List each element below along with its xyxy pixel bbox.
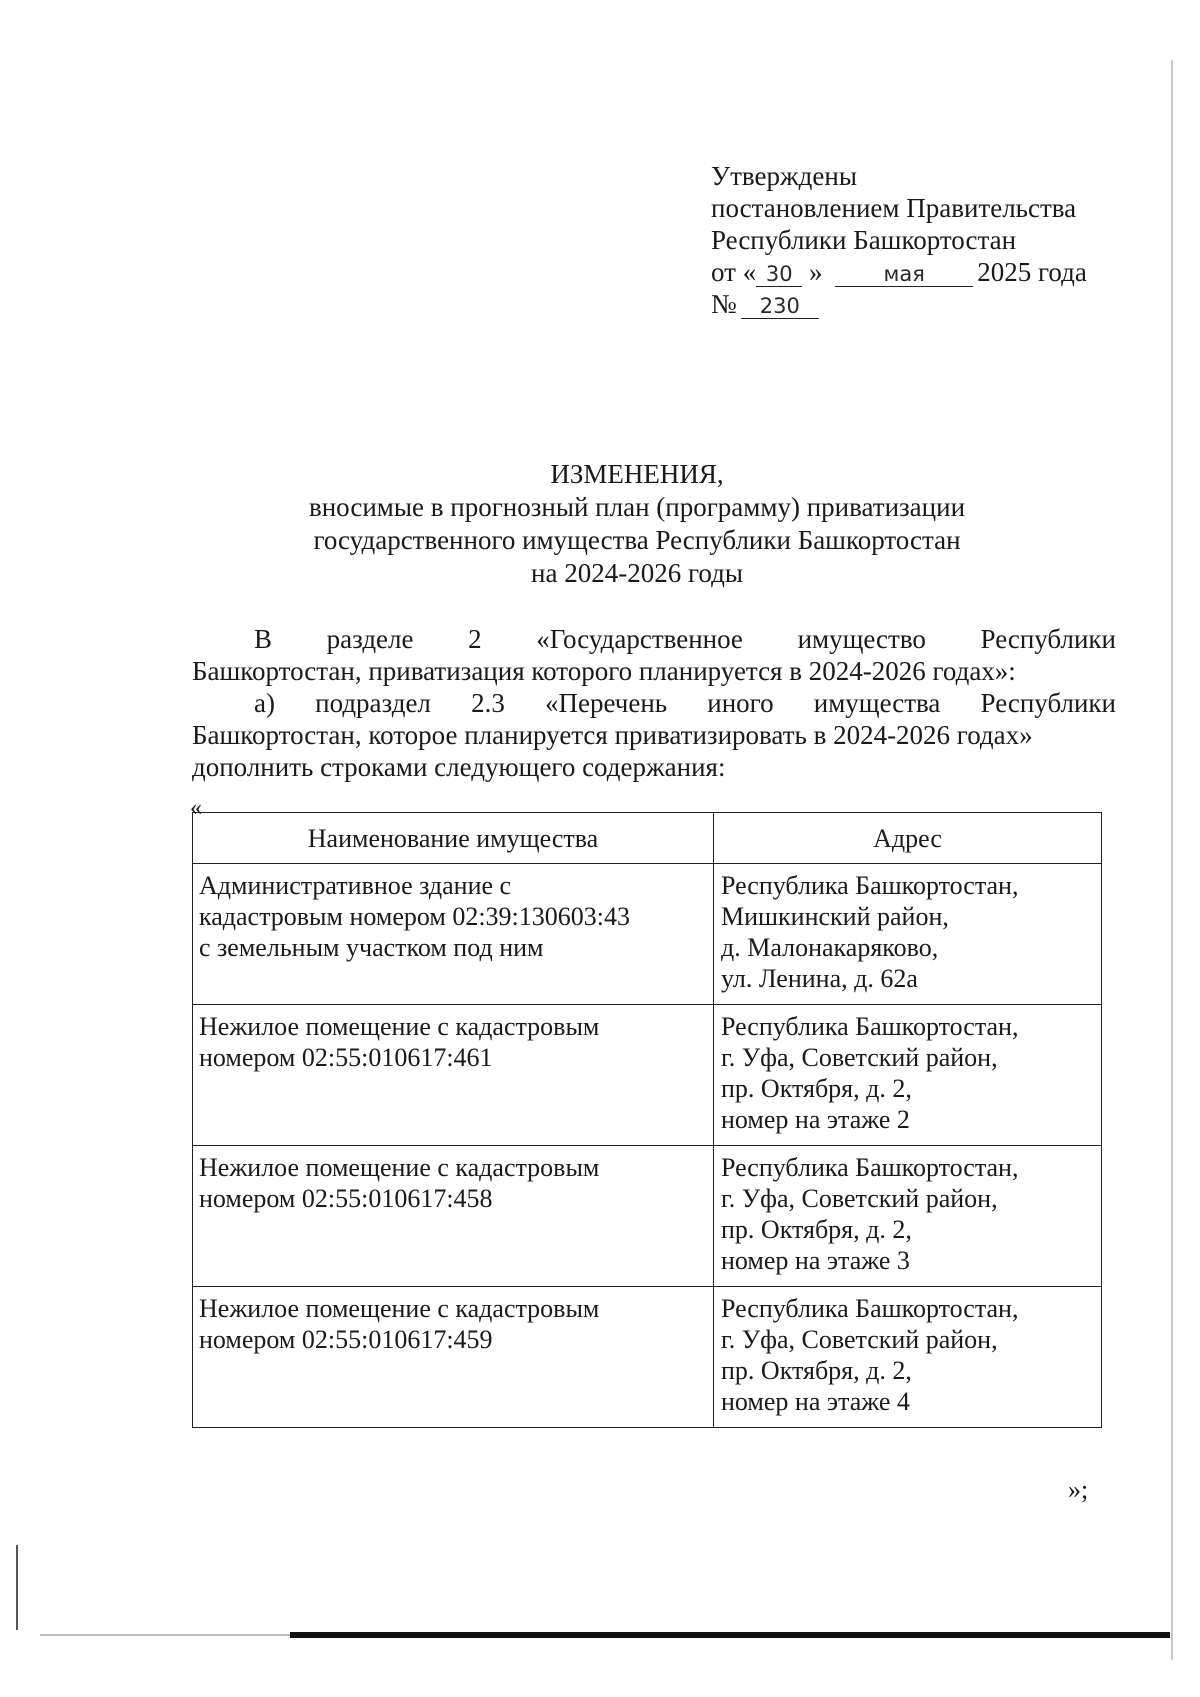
scan-edge-mark	[16, 1545, 18, 1630]
date-prefix: от «	[711, 257, 757, 287]
address-cell	[714, 1146, 1102, 1287]
property-name-cell	[193, 864, 714, 1005]
address-cell	[714, 864, 1102, 1005]
table-body	[193, 864, 1102, 1428]
paragraph-line: В разделе 2 «Государственное имущество Республики	[254, 624, 1116, 654]
scan-bottom-line	[40, 1634, 290, 1636]
heading-line: на 2024-2026 годы	[531, 558, 743, 588]
table-row	[193, 864, 1102, 1005]
approval-date-line	[711, 256, 1087, 288]
date-year: 2025 года	[977, 257, 1087, 287]
address-line: Республика Башкортостан,	[721, 1012, 1019, 1041]
property-name-line: номером 02:55:010617:458	[199, 1184, 493, 1213]
approval-line-resolution: постановлением Правительства	[711, 193, 1077, 223]
approval-block	[711, 160, 1087, 320]
address-line: г. Уфа, Советский район,	[721, 1325, 998, 1354]
property-name-line: с земельным участком под ним	[199, 933, 544, 962]
property-name-cell	[193, 1287, 714, 1428]
property-name-cell	[193, 1146, 714, 1287]
address-line: пр. Октября, д. 2,	[721, 1215, 912, 1244]
number-prefix: №	[711, 289, 737, 319]
header-address: Адрес	[714, 813, 1102, 864]
property-name-line: Нежилое помещение с кадастровым	[199, 1012, 600, 1041]
property-name-line: номером 02:55:010617:461	[199, 1043, 493, 1072]
address-line: номер на этаже 4	[721, 1387, 910, 1416]
address-line: Республика Башкортостан,	[721, 1294, 1019, 1323]
date-day: 30	[756, 262, 802, 287]
table-header-row	[193, 813, 1102, 864]
property-name-line: Нежилое помещение с кадастровым	[199, 1294, 600, 1323]
property-name-line: Административное здание с	[199, 871, 512, 900]
property-name-line: номером 02:55:010617:459	[199, 1325, 493, 1354]
date-mid: »	[808, 257, 823, 287]
paragraph-line: а) подраздел 2.3 «Перечень иного имущества Республики	[254, 688, 1116, 718]
document-number: 230	[741, 294, 819, 319]
address-line: Республика Башкортостан,	[721, 871, 1019, 900]
header-property-name: Наименование имущества	[193, 813, 714, 864]
paragraph-line: дополнить строками следующего содержания:	[192, 752, 726, 782]
address-line: пр. Октября, д. 2,	[721, 1074, 912, 1103]
table-row	[193, 1146, 1102, 1287]
date-month: мая	[835, 262, 973, 287]
address-line: д. Малонакаряково,	[721, 933, 939, 962]
heading-title: ИЗМЕНЕНИЯ,	[550, 459, 724, 489]
scan-bottom-bar	[290, 1632, 1170, 1638]
address-cell	[714, 1287, 1102, 1428]
property-name-line: Нежилое помещение с кадастровым	[199, 1153, 600, 1182]
table-row	[193, 1005, 1102, 1146]
approval-line-republic: Республики Башкортостан	[711, 225, 1017, 255]
quote-close: »;	[1068, 1475, 1089, 1504]
address-line: номер на этаже 2	[721, 1105, 910, 1134]
property-table	[192, 812, 1102, 1428]
scan-edge-line	[1171, 60, 1173, 1660]
property-name-cell	[193, 1005, 714, 1146]
table-row	[193, 1287, 1102, 1428]
paragraph-line: Башкортостан, которое планируется приватизировать в 2024-2026 годах»	[192, 720, 1033, 750]
property-name-line: кадастровым номером 02:39:130603:43	[199, 902, 631, 931]
address-line: Республика Башкортостан,	[721, 1153, 1019, 1182]
address-line: г. Уфа, Советский район,	[721, 1043, 998, 1072]
heading-line: государственного имущества Республики Башкортостан	[313, 525, 961, 555]
address-line: г. Уфа, Советский район,	[721, 1184, 998, 1213]
approval-line-approved: Утверждены	[711, 161, 857, 191]
address-line: ул. Ленина, д. 62а	[721, 964, 918, 993]
address-line: номер на этаже 3	[721, 1246, 910, 1275]
document-heading	[192, 458, 1082, 590]
address-line: Мишкинский район,	[721, 902, 949, 931]
address-line: пр. Октября, д. 2,	[721, 1356, 912, 1385]
approval-number-line	[711, 288, 1087, 320]
body-text	[192, 623, 1116, 783]
heading-line: вносимые в прогнозный план (программу) приватизации	[308, 492, 966, 522]
address-cell	[714, 1005, 1102, 1146]
quote-open: «	[190, 795, 202, 821]
paragraph-line: Башкортостан, приватизация которого планируется в 2024-2026 годах»:	[192, 656, 1016, 686]
